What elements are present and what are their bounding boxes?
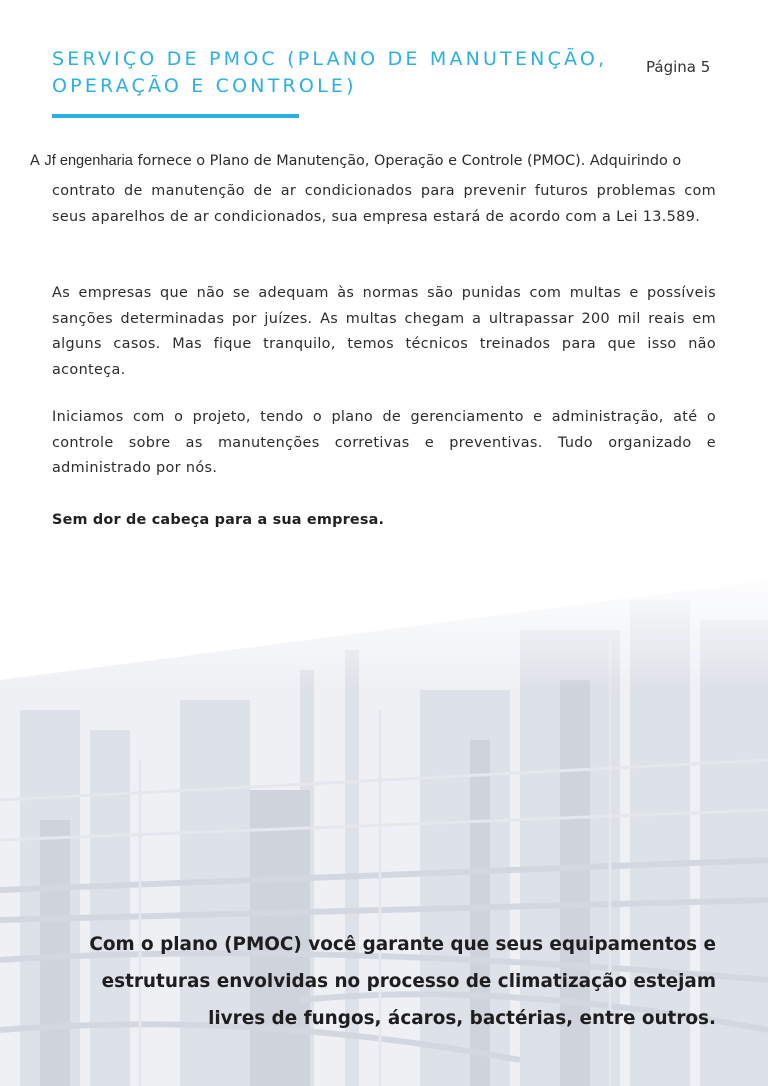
paragraph-penalties: As empresas que não se adequam às normas são punidas com multas e possíveis sanções determinadas por juízes. As multas chegam a ultrapassar 200 mil reais em alguns casos. Mas fique tranquilo, temos técnicos treinados para que isso não aconteça. <box>52 285 716 378</box>
callout-line: livres de fungos, ácaros, bactérias, entre outros. <box>208 1008 716 1029</box>
callout-line: estruturas envolvidas no processo de climatização estejam <box>101 971 716 992</box>
paragraph-contract: contrato de manutenção de ar condicionados para prevenir futuros problemas com seus aparelhos de ar condicionados, sua empresa estará de acordo com a Lei 13.589. <box>52 183 716 225</box>
page-title: SERVIÇO DE PMOC (PLANO DE MANUTENÇÃO, OPERAÇÃO E CONTROLE) <box>52 48 608 97</box>
page-number: Página 5 <box>646 58 711 76</box>
company-name: Jf engenharia <box>44 153 133 169</box>
closing-statement: Sem dor de cabeça para a sua empresa. <box>52 512 385 528</box>
paragraph-process: Iniciamos com o projeto, tendo o plano de gerenciamento e administração, até o controle sobre as manutenções corretivas e preventivas. Tudo organizado e administrado por nós. <box>52 409 716 476</box>
lead-rest: fornece o Plano de Manutenção, Operação e Controle (PMOC). Adquirindo o <box>132 153 682 169</box>
callout-text <box>60 926 716 1037</box>
lead-prefix: A <box>30 153 45 169</box>
lead-sentence <box>30 150 755 172</box>
callout-line: Com o plano (PMOC) você garante que seus equipamentos e <box>89 934 716 955</box>
title-underline <box>52 114 299 118</box>
